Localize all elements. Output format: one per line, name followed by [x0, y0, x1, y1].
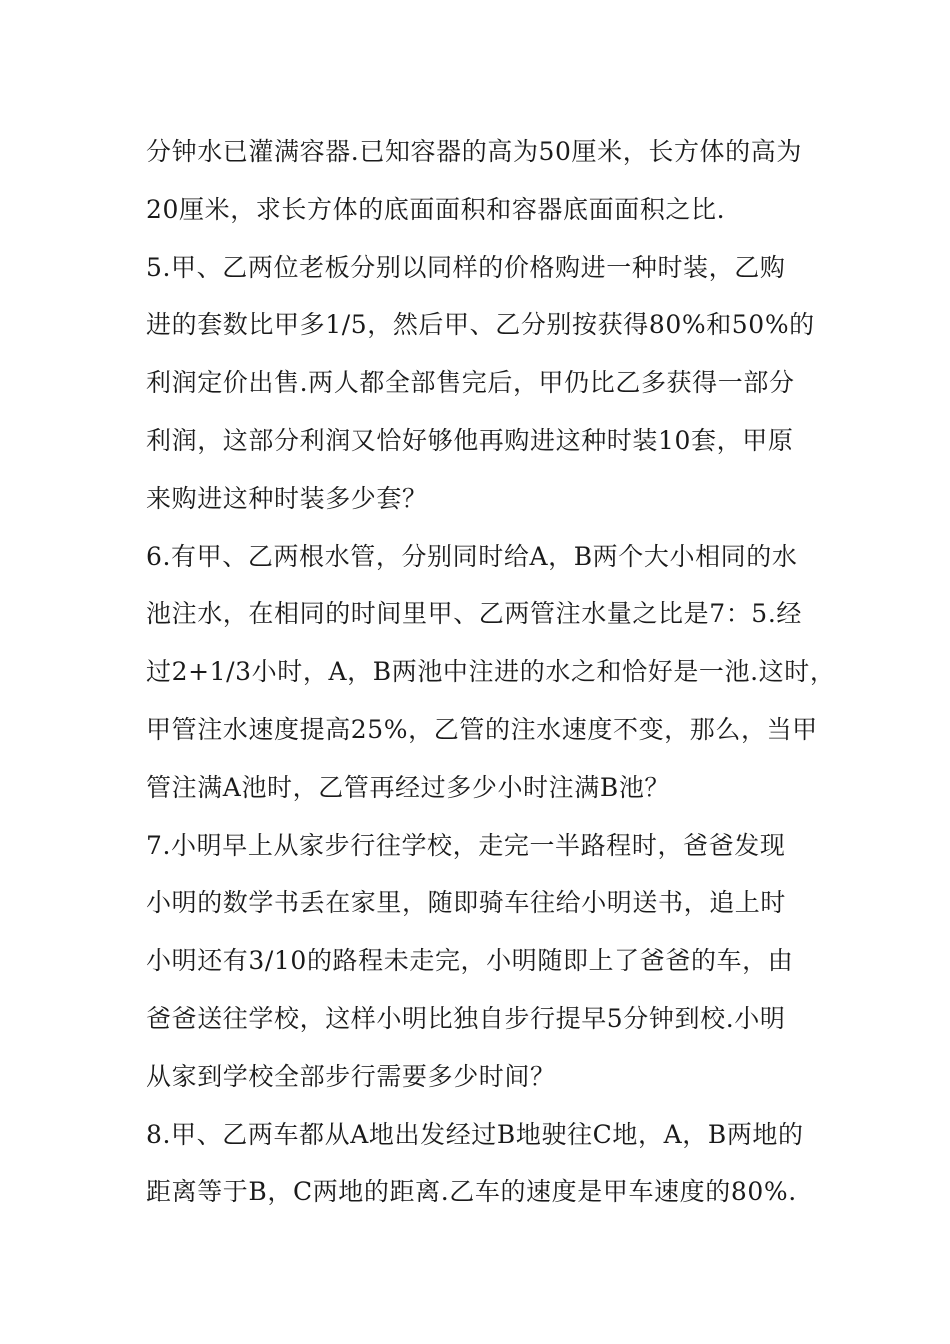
- text-line: 20厘米，求长方体的底面面积和容器底面面积之比.: [146, 194, 726, 224]
- text-line: 爸爸送往学校，这样小明比独自步行提早5分钟到校.小明: [146, 1003, 786, 1033]
- text-line: 进的套数比甲多1/5，然后甲、乙分别按获得80%和50%的: [146, 310, 815, 340]
- text-line: 过2+1/3小时，A，B两池中注进的水之和恰好是一池.这时，: [146, 657, 836, 687]
- text-line: 利润，这部分利润又恰好够他再购进这种时装10套，甲原: [146, 425, 794, 455]
- text-line: 6.有甲、乙两根水管，分别同时给A，B两个大小相同的水: [146, 541, 798, 571]
- text-line: 池注水，在相同的时间里甲、乙两管注水量之比是7：5.经: [146, 599, 802, 629]
- text-line: 7.小明早上从家步行往学校，走完一半路程时，爸爸发现: [146, 830, 786, 860]
- text-line: 小明的数学书丢在家里，随即骑车往给小明送书，追上时: [146, 888, 787, 918]
- text-line: 利润定价出售.两人都全部售完后，甲仍比乙多获得一部分: [146, 368, 795, 398]
- text-line: 小明还有3/10的路程未走完，小明随即上了爸爸的车，由: [146, 946, 794, 976]
- text-line: 来购进这种时装多少套？: [146, 483, 428, 513]
- text-line: 8.甲、乙两车都从A地出发经过B地驶往C地，A，B两地的: [146, 1119, 804, 1149]
- text-line: 分钟水已灌满容器.已知容器的高为50厘米，长方体的高为: [146, 137, 802, 166]
- text-line: 甲管注水速度提高25%，乙管的注水速度不变，那么，当甲: [146, 714, 818, 744]
- text-line: 管注满A池时，乙管再经过多少小时注满B池？: [146, 772, 671, 802]
- problem-text-block: [146, 130, 836, 1228]
- text-line: 距离等于B，C两地的距离.乙车的速度是甲车速度的80%.: [146, 1177, 797, 1207]
- text-line: 从家到学校全部步行需要多少时间？: [146, 1061, 556, 1091]
- text-line: 5.甲、乙两位老板分别以同样的价格购进一种时装，乙购: [146, 252, 786, 282]
